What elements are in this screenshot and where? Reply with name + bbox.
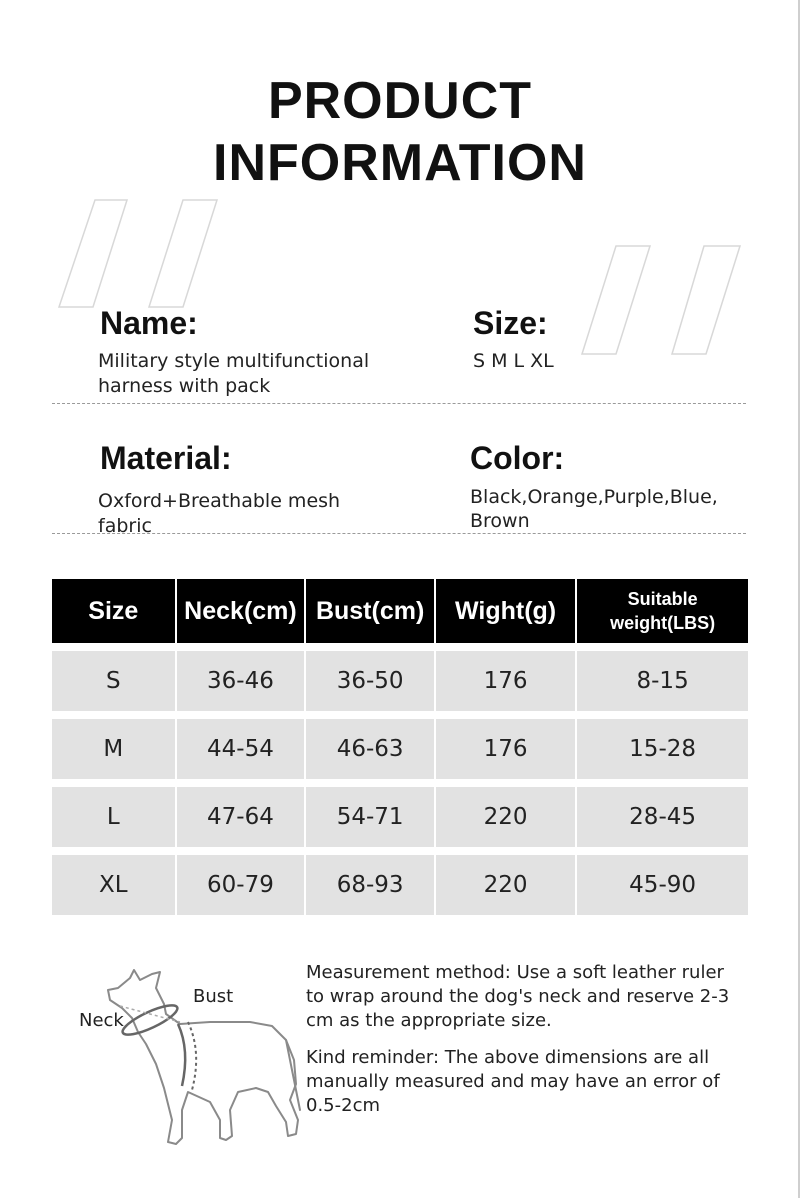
table-row (52, 711, 748, 779)
measure-line1: Measurement method: Use a soft leather ruler (306, 962, 724, 983)
reminder-line1: Kind reminder: The above dimensions are all (306, 1047, 710, 1068)
name-label: Name: (100, 305, 198, 341)
bust-strap-icon (178, 1024, 185, 1086)
color-value-line1: Black,Orange,Purple,Blue, (470, 486, 718, 508)
cell-weight: 220 (436, 847, 575, 915)
reminder-line2: manually measured and may have an error of (306, 1071, 720, 1092)
material-label: Material: (100, 440, 232, 476)
neck-strap-icon (119, 1000, 180, 1040)
color-label: Color: (470, 440, 565, 476)
header-size: Size (52, 579, 175, 643)
cell-size: XL (52, 847, 175, 915)
measure-line2: to wrap around the dog's neck and reserve 2-3 (306, 986, 730, 1007)
table-row (52, 643, 748, 711)
cell-weight: 176 (436, 711, 575, 779)
header-suitable-weight (577, 579, 748, 643)
measurement-method (306, 961, 746, 1033)
size-value: S M L XL (473, 350, 554, 372)
page-title-line1: PRODUCT (267, 72, 533, 130)
cell-weight: 176 (436, 643, 575, 711)
material-value-line1: Oxford+Breathable mesh (98, 490, 341, 512)
color-value-line2: Brown (470, 510, 530, 532)
cell-bust: 54-71 (306, 779, 434, 847)
cell-neck: 36-46 (177, 643, 305, 711)
cell-size: M (52, 711, 175, 779)
measure-line3: cm as the appropriate size. (306, 1010, 552, 1031)
divider-1 (52, 403, 746, 404)
open-quote-icon (55, 195, 225, 315)
cell-size: L (52, 779, 175, 847)
divider-2 (52, 533, 746, 534)
cell-bust: 36-50 (306, 643, 434, 711)
header-bust: Bust(cm) (306, 579, 434, 643)
cell-weight: 220 (436, 779, 575, 847)
cell-neck: 47-64 (177, 779, 305, 847)
cell-size: S (52, 643, 175, 711)
table-row (52, 779, 748, 847)
cell-neck: 60-79 (177, 847, 305, 915)
name-value-line1: Military style multifunctional (98, 350, 370, 372)
header-suitable-line1: Suitable (627, 589, 698, 609)
header-weight: Wight(g) (436, 579, 575, 643)
name-value-line2: harness with pack (98, 375, 271, 397)
material-value-line2: fabric (98, 515, 152, 537)
header-suitable-line2: weight(LBS) (610, 613, 716, 633)
header-neck: Neck(cm) (177, 579, 305, 643)
cell-neck: 44-54 (177, 711, 305, 779)
cell-suitable: 28-45 (577, 779, 748, 847)
cell-bust: 68-93 (306, 847, 434, 915)
table-row (52, 847, 748, 915)
page-title-line2: INFORMATION (213, 134, 587, 192)
reminder-line3: 0.5-2cm (306, 1095, 381, 1116)
size-chart-table (50, 579, 750, 915)
size-label: Size: (473, 305, 548, 341)
kind-reminder (306, 1046, 746, 1118)
close-quote-icon (578, 242, 748, 362)
cell-suitable: 45-90 (577, 847, 748, 915)
cell-bust: 46-63 (306, 711, 434, 779)
dog-measurement-icon (60, 960, 310, 1160)
table-header-row (52, 579, 748, 643)
neck-label: Neck (79, 1010, 124, 1031)
bust-label: Bust (193, 986, 234, 1007)
cell-suitable: 8-15 (577, 643, 748, 711)
cell-suitable: 15-28 (577, 711, 748, 779)
